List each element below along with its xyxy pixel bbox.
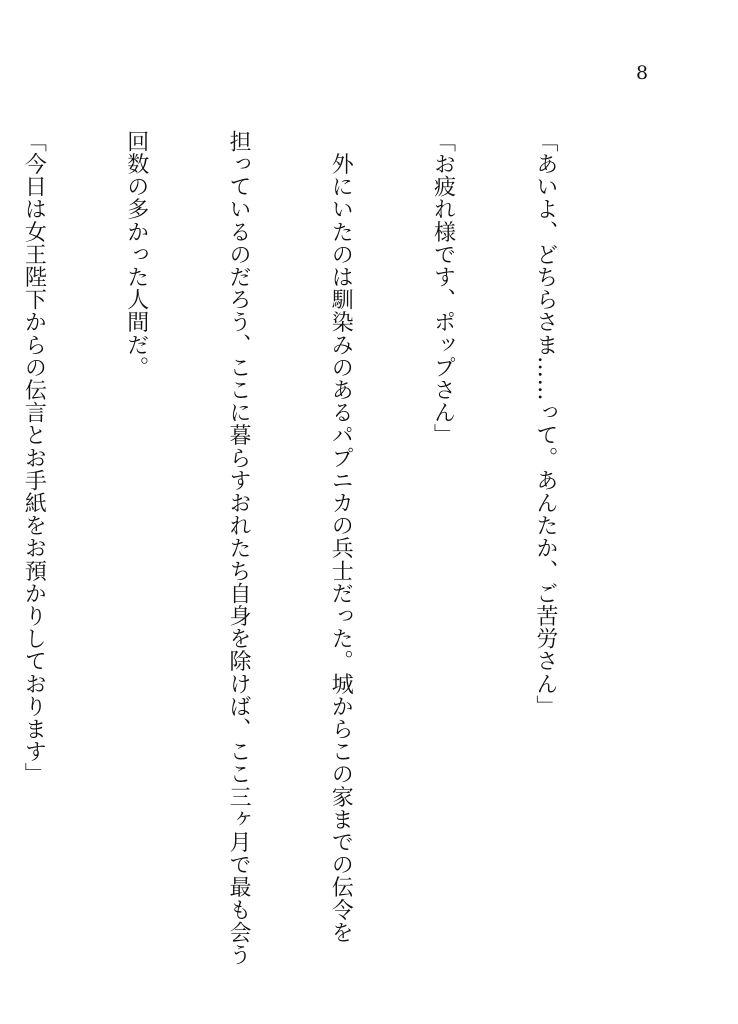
- text-line: 「あいよ、どちらさま……って。あんたか、ご苦労さん」: [532, 130, 558, 718]
- text-line: 外にいたのは馴染みのあるパプニカの兵士だった。城からこの家までの伝令を: [328, 130, 354, 944]
- text-line: 「お疲れ様です、ポップさん」: [430, 130, 456, 447]
- text-line: 担っているのだろう、ここに暮らすおれたち自身を除けば、ここ三ヶ月で最も会う: [225, 130, 251, 967]
- page-number: 8: [636, 62, 649, 84]
- text-line: 回数の多かった人間だ。: [123, 130, 149, 379]
- text-line: 「今日は女王陛下からの伝言とお手紙をお預かりしております」: [21, 130, 47, 786]
- vertical-text-block: [21, 130, 630, 967]
